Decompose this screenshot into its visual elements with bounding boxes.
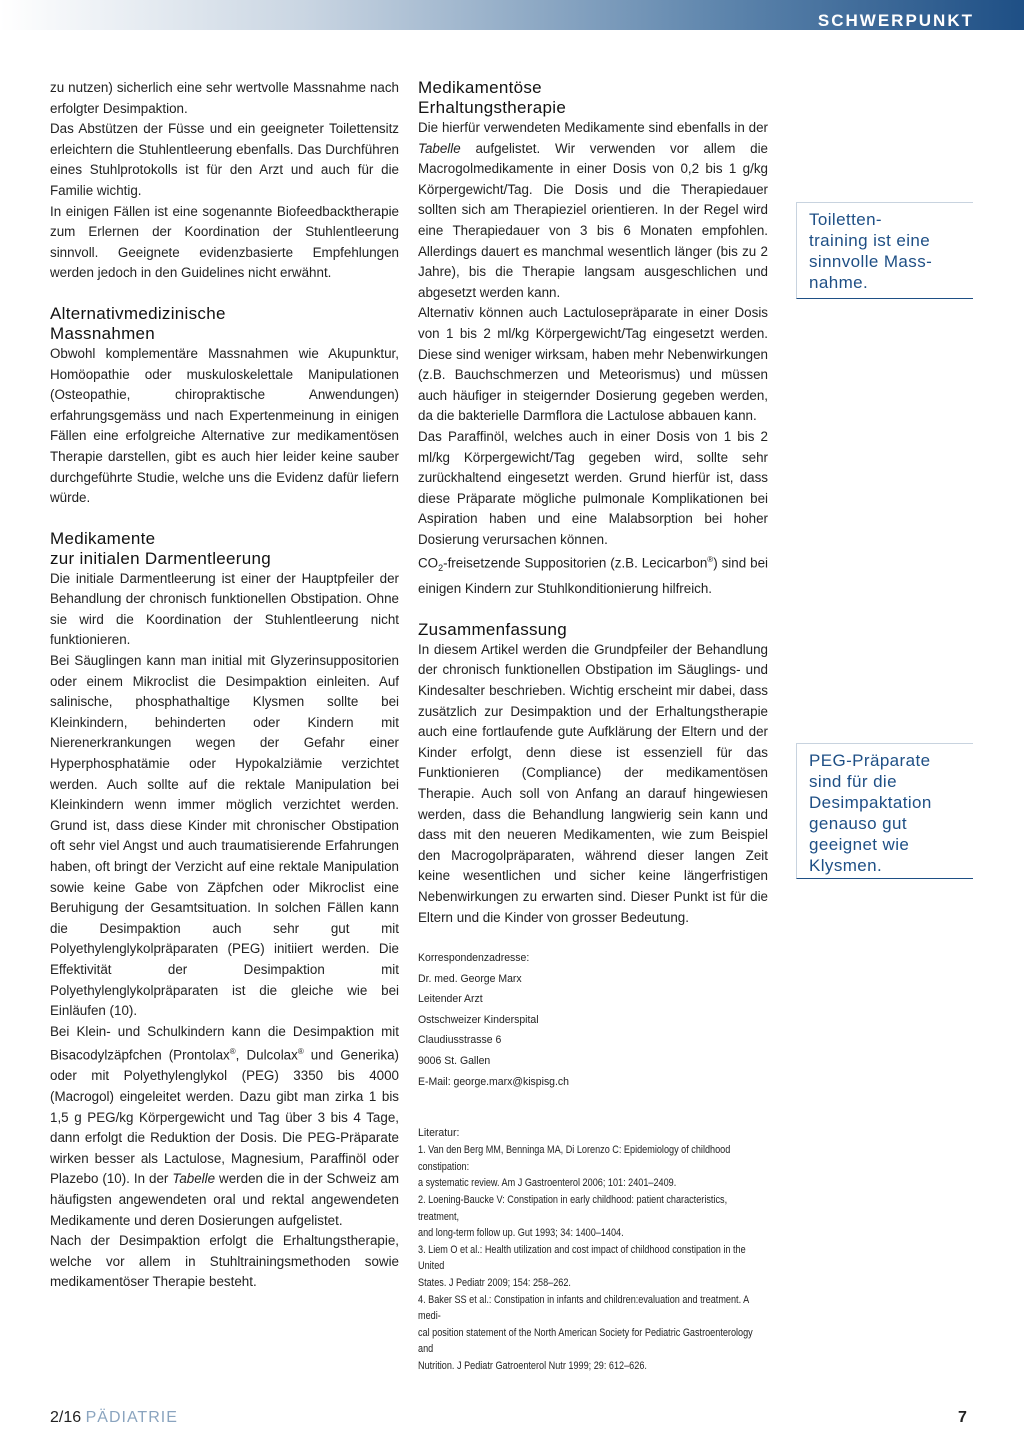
paragraph: Die hierfür verwendeten Medikamente sind ebenfalls in der Tabelle aufgelistet. Wir verwenden vor allem die Macrogolmedikamente in einer Dosis von 0,2 bis 1 g/kg Körpergewicht/Tag. Die Dosis und die Therapiedauer sollten sich am Therapieziel orientieren. In der Regel wird eine Therapiedauer von 3 bis 6 Monaten empfohlen. Allerdings dauert es manchmal wesentlich länger (bis zu 2 Jahre), bis die Therapie langsam ausgeschlichen und abgesetzt werden kann. — [418, 120, 768, 300]
column-middle — [418, 78, 768, 1375]
heading-summary: Zusammenfassung — [418, 619, 568, 639]
paragraph: zu nutzen) sicherlich eine sehr wertvolle Massnahme nach erfolgter Desimpaktion. — [50, 80, 399, 116]
pullquote-toilet-training: Toiletten- training ist eine sinnvolle Mass- nahme. — [796, 202, 973, 299]
correspondence-line: Ostschweizer Kinderspital — [418, 1013, 539, 1026]
paragraph: Alternativ können auch Lactulosepräparate in einer Dosis von 1 bis 2 ml/kg Körpergewicht/Tag eingesetzt werden. Diese sind weniger wirksam, haben mehr Nebenwirkungen (z.B. Bauchschmerzen und Meteorismus) und müssen auch häufiger in steigernder Dosierung gegeben werden, da die bakterielle Darmflora die Lactulose abbauen kann. — [418, 305, 768, 424]
reference-line: States. J Pediatr 2009; 154: 258–262. — [418, 1277, 571, 1290]
literature-list — [418, 1142, 762, 1374]
reference-line: 2. Loening-Baucke V: Constipation in early childhood: patient characteristics, treatment, — [418, 1194, 728, 1223]
paragraph: Obwohl komplementäre Massnahmen wie Akupunktur, Homöopathie oder muskuloskelettale Manipulationen (Osteopathie, chiropraktische Anwendungen) erfahrungsgemäss und nach Expertenmeinung in einigen Fällen eine erfolgreiche Alternative zur medikamentösen Therapie darstellen, gibt es auch hier leider keine sauber durchgeführte Studie, welche uns die Evidenz dafür liefern würde. — [50, 345, 399, 506]
reference-line: 3. Liem O et al.: Health utilization and cost impact of childhood constipation in the United — [418, 1243, 746, 1273]
reference-line: Nutrition. J Pediatr Gatroenterol Nutr 1999; 29: 612–626. — [418, 1359, 647, 1372]
correspondence-line: Leitender Arzt — [418, 993, 483, 1006]
footer-issue — [50, 1408, 178, 1428]
correspondence-line: 9006 St. Gallen — [418, 1055, 491, 1068]
section-header-bar — [0, 0, 1024, 30]
reference-line: a systematic review. Am J Gastroenterol 2006; 101: 2401–2409. — [418, 1177, 677, 1190]
correspondence-title: Korrespondenzadresse: — [418, 952, 530, 965]
journal-name: PÄDIATRIE — [85, 1409, 178, 1426]
paragraph: Die initiale Darmentleerung ist einer der Hauptpfeiler der Behandlung der chronisch funktionellen Obstipation. Ohne sie wird die Koordination der Stuhlentleerung nicht funktionieren. — [50, 570, 399, 648]
correspondence-line: Claudiusstrasse 6 — [418, 1034, 502, 1047]
heading-initial-medication: Medikamente zur initialen Darmentleerung — [50, 528, 272, 568]
paragraph: Bei Säuglingen kann man initial mit Glyzerinsuppositorien oder einem Mikroclist die Desimpaktion einleiten. Auf salinische, phosphathaltige Klysmen sollte bei Kleinkindern, behinderten oder Kindern mit Nierenerkrankungen wegen der Gefahr einer Hyperphosphatämie oder Hypokalziämie verzichtet werden. Auch sollte auf die rektale Manipulation bei Kleinkindern wenn immer möglich verzichtet werden. Grund ist, dass diese Kinder mit chronischer Obstipation oft sehr viel Angst und auch traumatisierende Erfahrungen haben, oft bringt der Verzicht auf eine rektale Manipulation sowie keine Gabe von Zäpfchen oder Mikroclist eine Beruhigung der Gesamtsituation. In solchen Fällen kann die Desimpaktion auch sehr gut mit Polyethylenglykolpräparaten (PEG) initiiert werden. Die Effektivität der Desimpaktion mit Polyethylenglykolpräparaten ist die gleiche wie bei Einläufen (10). — [50, 653, 399, 1019]
correspondence-email[interactable]: E-Mail: george.marx@kispisg.ch — [418, 1075, 569, 1088]
reference-line: 4. Baker SS et al.: Constipation in infants and children:evaluation and treatment. A medi- — [418, 1293, 749, 1323]
heading-maintenance-therapy: Medikamentöse Erhaltungstherapie — [418, 78, 567, 117]
paragraph: Bei Klein- und Schulkindern kann die Desimpaktion mit Bisacodylzäpfchen (Prontolax®, Dulcolax® und Generika) oder mit Polyethylenglykol (PEG) 3350 bis 4000 (Macrogol) eingeleitet werden. Dazu gibt man zirka 1 bis 1,5 g PEG/kg Körpergewicht und Tag über 3 bis 4 Tage, dann erfolgt die Reduktion der Dosis. Die PEG-Präparate wirken besser als Lactulose, Magnesium, Paraffinöl oder Plazebo (10). In der Tabelle werden die in der Schweiz am häufigsten angewendeten oral und rektal angewendeten Medikamente und deren Dosierungen aufgelistet. — [50, 1023, 400, 1228]
page-number: 7 — [958, 1409, 967, 1426]
paragraph: In einigen Fällen ist eine sogenannte Biofeedbacktherapie zum Erlernen der Koordination der Stuhlentleerung sinnvoll. Geeignete evidenzbasierte Empfehlungen werden jedoch in den Guidelines nicht erwähnt. — [50, 203, 399, 281]
paragraph: $CO_2$-freisetzende Suppositorien (z.B. Lecicarbon®) sind bei einigen Kindern zur Stuhlkonditionierung hilfreich. — [418, 555, 768, 597]
correspondence-address — [418, 948, 740, 1092]
paragraph: In diesem Artikel werden die Grundpfeiler der Behandlung der chronisch funktionellen Obstipation im Säuglings- und Kindesalter beschrieben. Wichtig erscheint mir dabei, dass zusätzlich zur Desimpaktion und der Erhaltungstherapie auch eine fortlaufende gute Aufklärung der Eltern und der Kinder erfolgt, denn diese ist essenziell für das Funktionieren (Compliance) der medikamentösen Therapie. Auch soll von Anfang an darauf hingewiesen werden, dass die Behandlung langwierig sein kann und dass mit den neueren Medikamenten, wie zum Beispiel den Macrogolpräparaten, während dieser langen Zeit keine wesentlichen und sicher keine längerfristigen Nebenwirkungen zu erwarten sind. Dieser Punkt ist für die Eltern und die Kinder von grosser Bedeutung. — [418, 641, 768, 925]
correspondence-line: Dr. med. George Marx — [418, 972, 522, 985]
paragraph: Das Paraffinöl, welches auch in einer Dosis von 1 bis 2 ml/kg Körpergewicht/Tag gegeben wird, sollte sehr zurückhaltend eingesetzt werden. Grund hierfür ist, dass diese Präparate mögliche pulmonale Komplikationen bei Aspiration haben und eine Malabsorption bei hoher Dosierung verursachen können. — [418, 428, 768, 547]
column-left — [50, 78, 399, 1293]
paragraph: Nach der Desimpaktion erfolgt die Erhaltungstherapie, welche vor allem in Stuhltrainingsmethoden sowie medikamentöser Therapie besteht. — [50, 1233, 399, 1290]
reference-line: cal position statement of the North American Society for Pediatric Gastroenterology and — [418, 1326, 753, 1356]
reference-line: 1. Van den Berg MM, Benninga MA, Di Lorenzo C: Epidemiology of childhood constipation: — [418, 1144, 731, 1173]
paragraph: Das Abstützen der Füsse und ein geeigneter Toilettensitz erleichtern die Stuhlentleerung ebenfalls. Das Durchführen eines Stuhlprotokolls ist für den Arzt und auch für die Familie wichtig. — [50, 121, 399, 198]
issue-number: 2/16 — [50, 1409, 82, 1426]
section-label: SCHWERPUNKT — [817, 11, 974, 30]
literature-title: Literatur: — [418, 1127, 460, 1140]
heading-alternative-medicine: Alternativmedizinische Massnahmen — [50, 303, 226, 343]
pullquote-peg: PEG-Präparate sind für die Desimpaktation genauso gut geeignet wie Klysmen. — [796, 743, 973, 879]
reference-line: and long-term follow up. Gut 1993; 34: 1400–1404. — [418, 1227, 624, 1240]
